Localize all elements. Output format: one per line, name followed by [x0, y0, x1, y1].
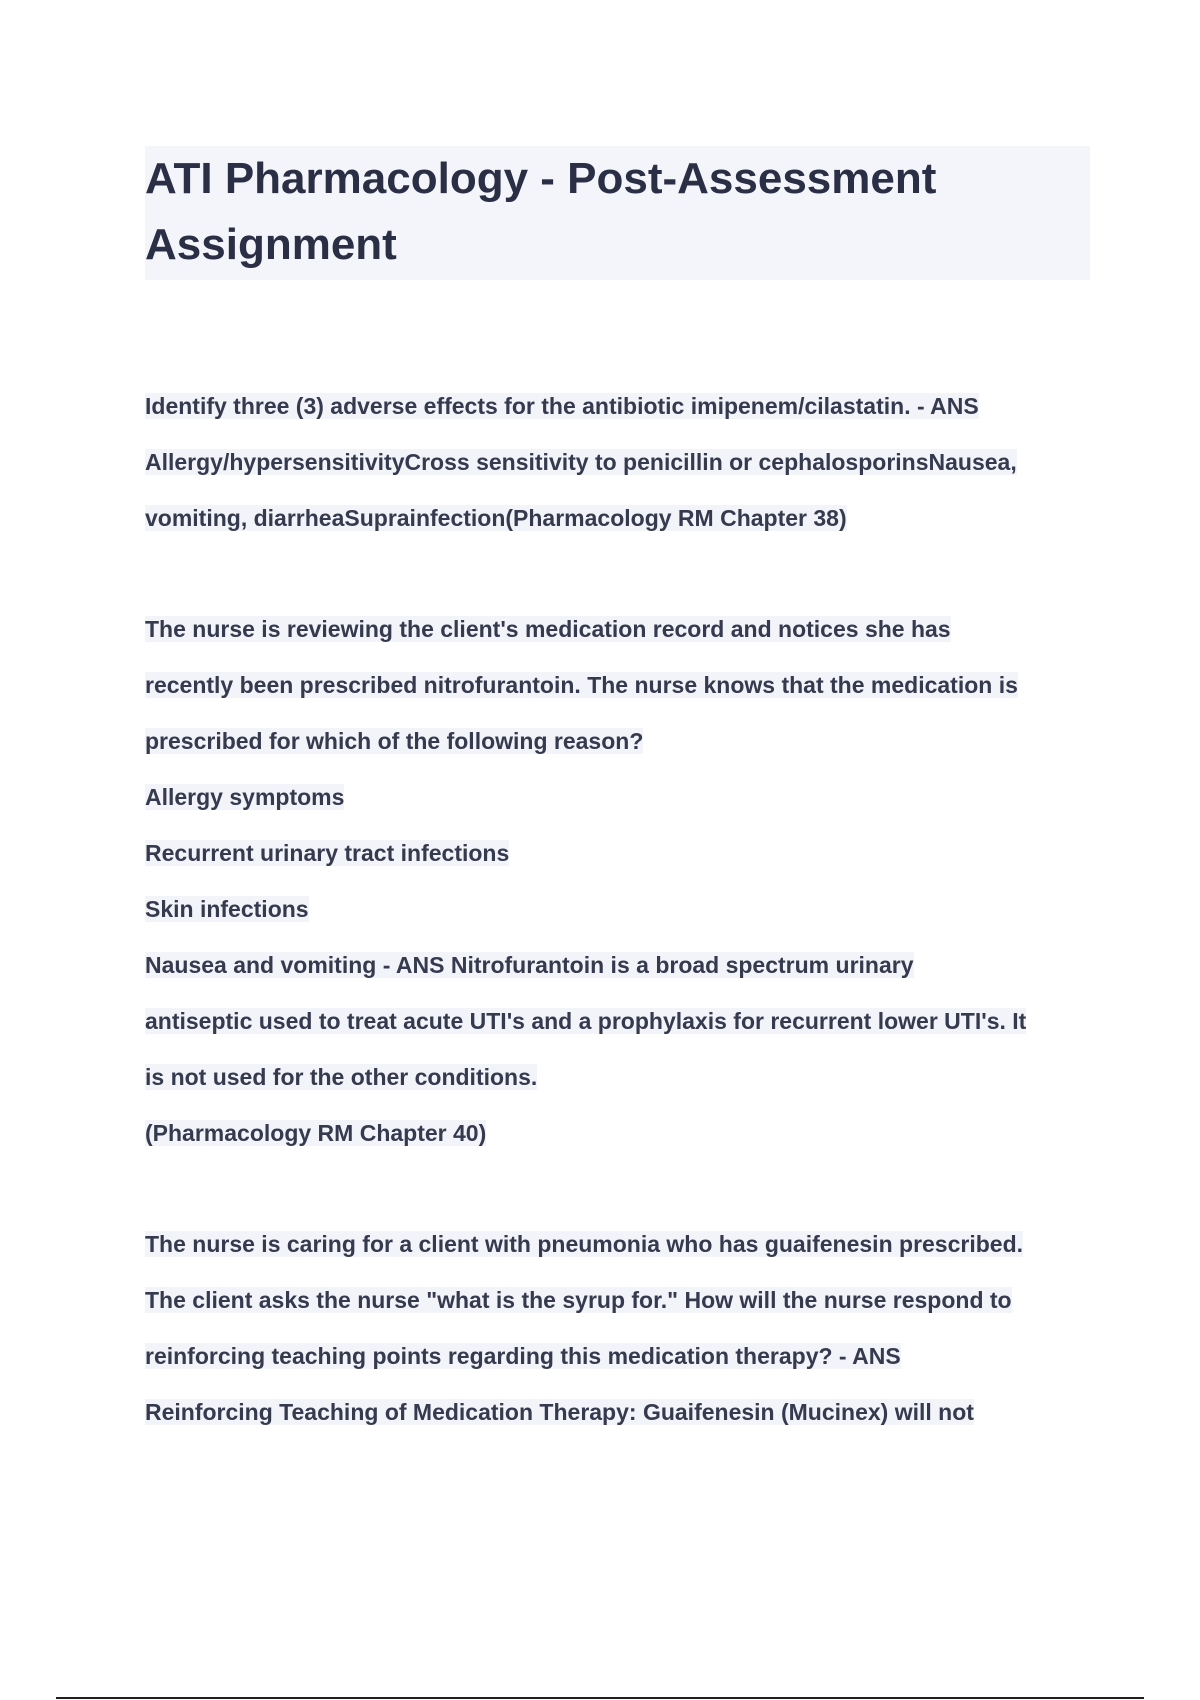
- question-2-reference: (Pharmacology RM Chapter 40): [145, 1120, 487, 1146]
- question-gap: [145, 1161, 1090, 1216]
- question-3-line-3: reinforcing teaching points regarding this medication therapy? - ANS: [145, 1343, 901, 1369]
- question-2-line-3: prescribed for which of the following reason?: [145, 728, 644, 754]
- question-2-answer-line-2: antiseptic used to treat acute UTI's and a prophylaxis for recurrent lower UTI's. It: [145, 1008, 1027, 1034]
- question-1-line-2: Allergy/hypersensitivityCross sensitivity to penicillin or cephalosporinsNausea,: [145, 449, 1017, 475]
- question-3-line-2: The client asks the nurse "what is the syrup for." How will the nurse respond to: [145, 1287, 1012, 1313]
- question-2-option-3: Skin infections: [145, 896, 309, 922]
- question-2-line-1: The nurse is reviewing the client's medication record and notices she has: [145, 616, 951, 642]
- question-2-line-2: recently been prescribed nitrofurantoin. The nurse knows that the medication is: [145, 672, 1018, 698]
- question-2-option-2: Recurrent urinary tract infections: [145, 840, 510, 866]
- page-bottom-rule: [56, 1697, 1144, 1699]
- question-3-line-1: The nurse is caring for a client with pneumonia who has guaifenesin prescribed.: [145, 1231, 1024, 1257]
- title-block: [145, 146, 1090, 280]
- question-1-line-3: vomiting, diarrheaSuprainfection(Pharmacology RM Chapter 38): [145, 505, 847, 531]
- question-1-line-1: Identify three (3) adverse effects for the antibiotic imipenem/cilastatin. - ANS: [145, 393, 979, 419]
- question-3-answer-line-1: Reinforcing Teaching of Medication Therapy: Guaifenesin (Mucinex) will not: [145, 1399, 974, 1425]
- document-title: [145, 146, 1090, 278]
- document-title-line-2: Assignment: [145, 220, 397, 269]
- document-title-line-1: ATI Pharmacology - Post-Assessment: [145, 154, 937, 203]
- question-gap: [145, 546, 1090, 601]
- document-body: [145, 378, 1090, 1440]
- question-2-answer-line-1: Nausea and vomiting - ANS Nitrofurantoin is a broad spectrum urinary: [145, 952, 914, 978]
- question-3: [145, 1216, 1090, 1440]
- question-2: [145, 601, 1090, 1161]
- question-1: [145, 378, 1090, 546]
- question-2-option-1: Allergy symptoms: [145, 784, 345, 810]
- question-2-answer-line-3: is not used for the other conditions.: [145, 1064, 538, 1090]
